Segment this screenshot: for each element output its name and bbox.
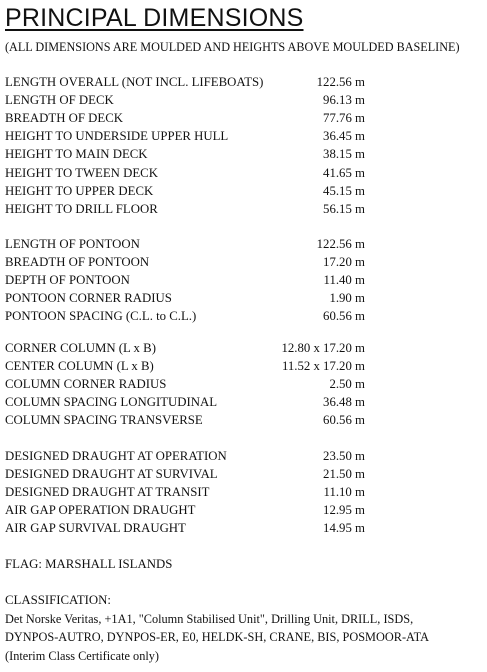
dimension-row	[5, 339, 365, 357]
dimension-row	[5, 253, 365, 271]
dimension-row	[5, 519, 365, 537]
classification-heading: CLASSIFICATION:	[5, 593, 111, 607]
dimension-label: DESIGNED DRAUGHT AT TRANSIT	[5, 485, 210, 500]
dimension-value: 14.95 m	[323, 521, 365, 536]
dimension-row	[5, 73, 365, 91]
dimension-label: HEIGHT TO UNDERSIDE UPPER HULL	[5, 129, 229, 144]
dimension-row	[5, 145, 365, 163]
dimension-value: 77.76 m	[323, 111, 365, 126]
dimension-value: 60.56 m	[323, 309, 365, 324]
dimension-label: COLUMN SPACING TRANSVERSE	[5, 413, 203, 428]
dimension-value: 96.13 m	[323, 93, 365, 108]
dimension-row	[5, 393, 365, 411]
dimension-label: AIR GAP OPERATION DRAUGHT	[5, 503, 196, 518]
dimension-row	[5, 127, 365, 145]
dimension-label: COLUMN SPACING LONGITUDINAL	[5, 395, 218, 410]
dimension-value: 38.15 m	[323, 147, 365, 162]
dimension-row	[5, 200, 365, 218]
dimension-label: HEIGHT TO UPPER DECK	[5, 183, 154, 198]
dimension-value: 11.10 m	[323, 485, 365, 500]
dimension-label: CORNER COLUMN (L x B)	[5, 341, 156, 355]
dimension-row	[5, 375, 365, 393]
dimension-row	[5, 501, 365, 519]
dimension-row	[5, 289, 365, 307]
dimension-row	[5, 91, 365, 109]
dimension-row	[5, 164, 365, 182]
dimension-value: 41.65 m	[323, 165, 365, 180]
dimension-row	[5, 411, 365, 429]
dimension-row	[5, 483, 365, 501]
dimension-row	[5, 271, 365, 289]
dimension-value: 122.56 m	[316, 237, 365, 251]
classification-line: (Interim Class Certificate only)	[5, 649, 160, 663]
dimension-row	[5, 357, 365, 375]
dimension-label: DESIGNED DRAUGHT AT SURVIVAL	[5, 467, 218, 482]
dimension-value: 12.95 m	[323, 503, 365, 518]
dimension-value: 36.48 m	[323, 395, 365, 410]
dimension-row	[5, 447, 365, 465]
dimension-row	[5, 465, 365, 483]
dimension-label: COLUMN CORNER RADIUS	[5, 377, 167, 392]
dimension-row	[5, 109, 365, 127]
dimension-label: BREADTH OF PONTOON	[5, 255, 150, 270]
dimension-value: 17.20 m	[323, 255, 365, 270]
dimension-row	[5, 182, 365, 200]
dimension-value: 21.50 m	[323, 467, 365, 482]
dimension-label: DEPTH OF PONTOON	[5, 273, 130, 288]
dimension-label: LENGTH OF DECK	[5, 93, 114, 108]
dimension-row	[5, 307, 365, 325]
dimension-value: 12.80 x 17.20 m	[281, 341, 365, 355]
dimension-value: 1.90 m	[329, 291, 365, 306]
dimension-label: PONTOON SPACING (C.L. to C.L.)	[5, 309, 197, 324]
dimension-value: 45.15 m	[323, 183, 365, 198]
classification-line: DYNPOS-AUTRO, DYNPOS-ER, E0, HELDK-SH, CRANE, BIS, POSMOOR-ATA	[5, 630, 429, 644]
dimension-label: PONTOON CORNER RADIUS	[5, 291, 172, 306]
page-title: PRINCIPAL DIMENSIONS	[5, 4, 304, 32]
dimension-row	[5, 235, 365, 253]
dimension-value: 11.52 x 17.20 m	[281, 359, 365, 374]
dimension-label: HEIGHT TO DRILL FLOOR	[5, 201, 158, 216]
classification-line: Det Norske Veritas, +1A1, "Column Stabilised Unit", Drilling Unit, DRILL, ISDS,	[5, 612, 414, 626]
dimension-label: AIR GAP SURVIVAL DRAUGHT	[5, 521, 186, 536]
page-subtitle: (ALL DIMENSIONS ARE MOULDED AND HEIGHTS ABOVE MOULDED BASELINE)	[5, 40, 460, 54]
dimension-value: 122.56 m	[316, 75, 365, 89]
dimension-label: DESIGNED DRAUGHT AT OPERATION	[5, 449, 227, 463]
dimension-label: HEIGHT TO TWEEN DECK	[5, 165, 158, 180]
flag-line: FLAG: MARSHALL ISLANDS	[5, 557, 173, 571]
dimension-label: LENGTH OF PONTOON	[5, 237, 140, 251]
dimension-label: BREADTH OF DECK	[5, 111, 124, 126]
dimension-value: 56.15 m	[323, 201, 365, 216]
dimension-label: CENTER COLUMN (L x B)	[5, 359, 154, 374]
dimension-value: 23.50 m	[323, 449, 365, 463]
dimension-value: 60.56 m	[323, 413, 365, 428]
dimension-label: HEIGHT TO MAIN DECK	[5, 147, 148, 162]
dimension-value: 36.45 m	[323, 129, 365, 144]
dimension-value: 2.50 m	[329, 377, 365, 392]
dimension-label: LENGTH OVERALL (NOT INCL. LIFEBOATS)	[5, 75, 264, 89]
dimension-value: 11.40 m	[323, 273, 365, 288]
